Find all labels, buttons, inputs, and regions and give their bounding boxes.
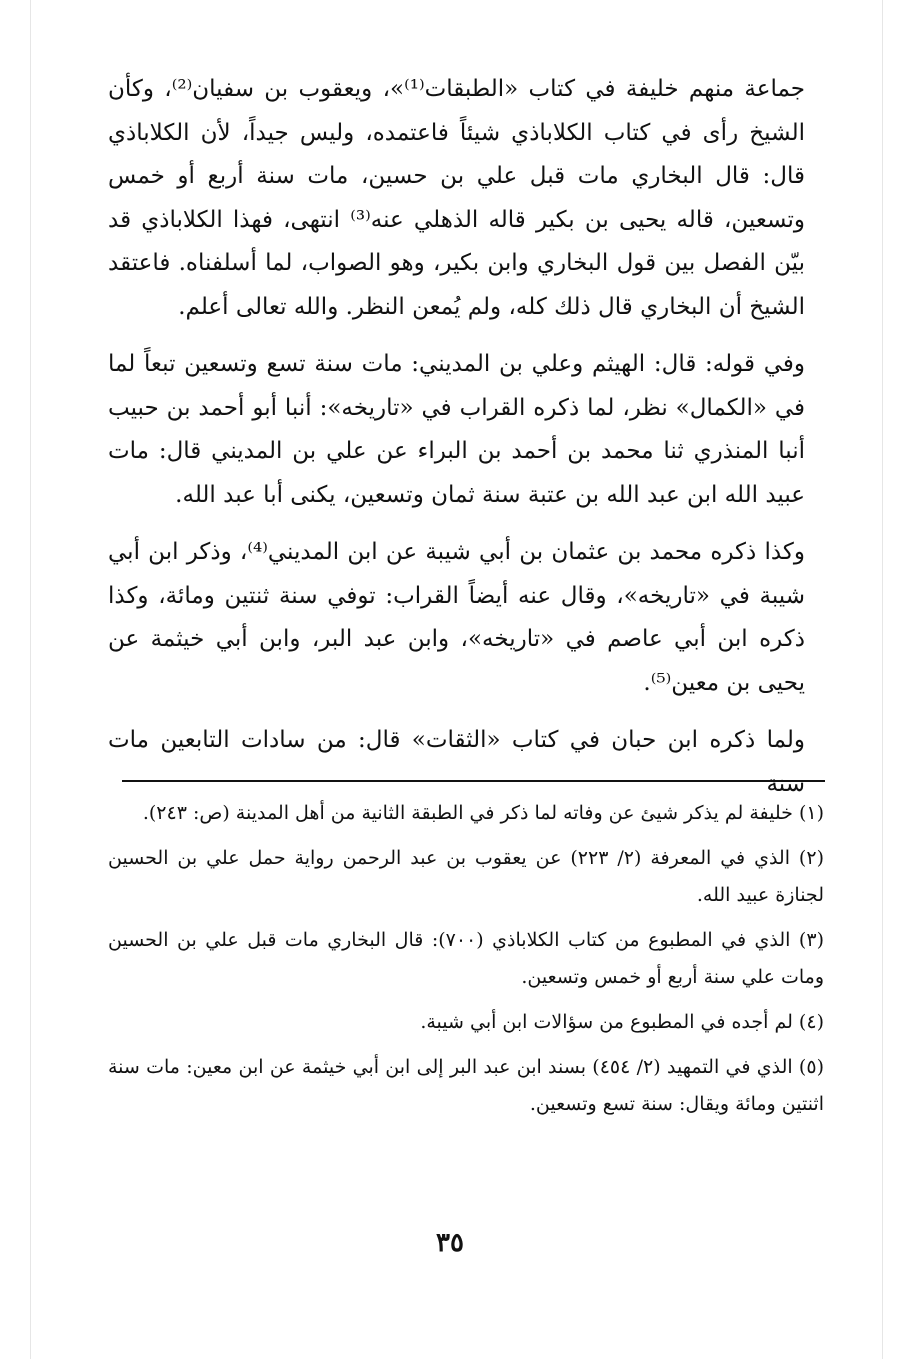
paragraph-3: وكذا ذكره محمد بن عثمان بن أبي شيبة عن ابن المديني⁽⁴⁾، وذكر ابن أبي شيبة في «تاريخه»، وقال عنه أيضاً القراب: توفي سنة ثنتين ومائة، وكذا ذكره ابن أبي عاصم في «تاريخه»، وابن عبد البر، وابن أبي خيثمة عن يحيى بن معين⁽⁵⁾.: [108, 539, 805, 696]
scan-edge-left: [30, 0, 31, 1359]
scan-edge-right: [882, 0, 883, 1359]
paragraph-1: جماعة منهم خليفة في كتاب «الطبقات⁽¹⁾»، ويعقوب بن سفيان⁽²⁾، وكأن الشيخ رأى في كتاب الكلاباذي شيئاً فاعتمده، وليس جيداً، لأن الكلاباذي قال: قال البخاري مات قبل علي بن حسين، مات سنة أربع أو خمس وتسعين، قاله يحيى بن بكير قاله الذهلي عنه⁽³⁾ انتهى، فهذا الكلاباذي قد بيّن الفصل بين قول البخاري وابن بكير، وهو الصواب، لما أسلفناه. فاعتقد الشيخ أن البخاري قال ذلك كله، ولم يُمعن النظر. والله تعالى أعلم.: [108, 76, 805, 320]
footnote-2: (٢) الذي في المعرفة (٢/ ٢٢٣) عن يعقوب بن عبد الرحمن رواية حمل علي بن الحسين لجنازة عبيد الله.: [108, 847, 824, 906]
footnote-4: (٤) لم أجده في المطبوع من سؤالات ابن أبي شيبة.: [420, 1011, 824, 1033]
page-number: ٣٥: [436, 1228, 464, 1258]
footnote-5: (٥) الذي في التمهيد (٢/ ٤٥٤) بسند ابن عبد البر إلى ابن أبي خيثمة عن ابن معين: مات سنة اثنتين ومائة ويقال: سنة تسع وتسعين.: [108, 1056, 824, 1115]
main-text: [108, 68, 805, 806]
footnote-1: (١) خليفة لم يذكر شيئ عن وفاته لما ذكر في الطبقة الثانية من أهل المدينة (ص: ٢٤٣).: [142, 802, 824, 824]
paragraph-4: ولما ذكره ابن حبان في كتاب «الثقات» قال: من سادات التابعين مات سنة: [108, 727, 805, 797]
footnote-3: (٣) الذي في المطبوع من كتاب الكلاباذي (٧٠٠): قال البخاري مات قبل علي بن الحسين ومات علي سنة أربع أو خمس وتسعين.: [108, 929, 824, 988]
paragraph-2: وفي قوله: قال: الهيثم وعلي بن المديني: مات سنة تسع وتسعين تبعاً لما في «الكمال» نظر، لما ذكره القراب في «تاريخه»: أنبا أبو أحمد بن حبيب أنبا المنذري ثنا محمد بن أحمد بن البراء عن علي بن المديني قال: مات عبيد الله ابن عبد الله بن عتبة سنة ثمان وتسعين، يكنى أبا عبد الله.: [108, 351, 805, 508]
footnotes: [108, 795, 824, 1123]
footnote-separator: [122, 780, 825, 782]
